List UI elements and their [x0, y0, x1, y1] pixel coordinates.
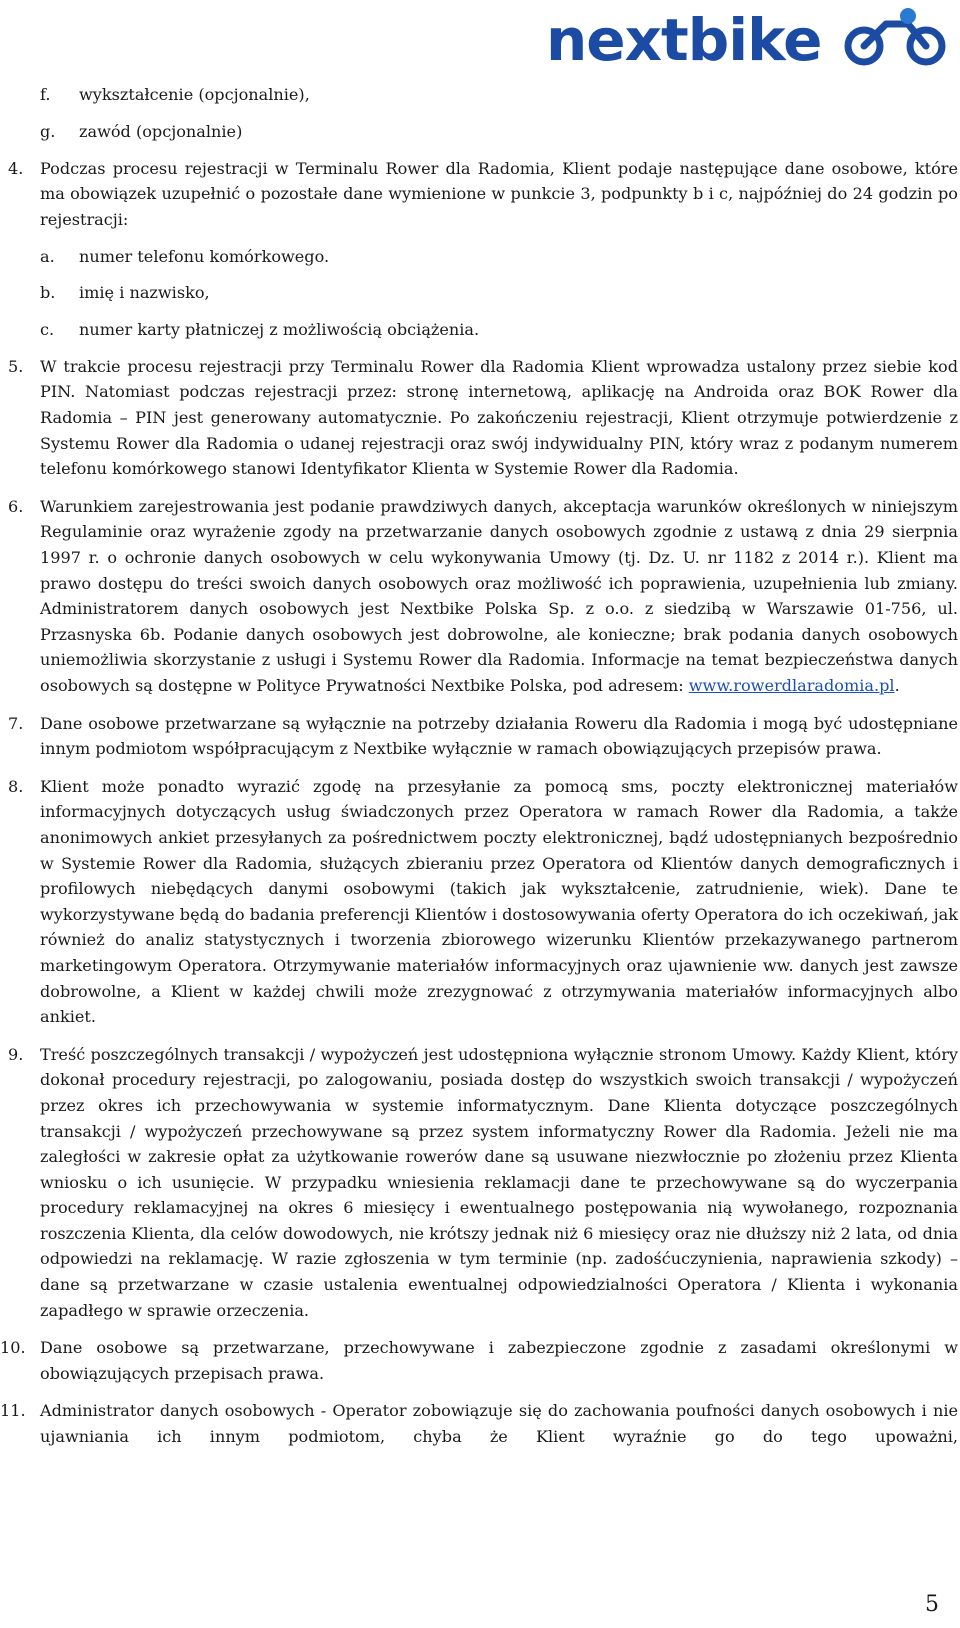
- section-number: 8.: [8, 776, 24, 796]
- section-number: 5.: [8, 356, 24, 376]
- section-number: 7.: [8, 713, 24, 733]
- list-item-text: zawód (opcjonalnie): [79, 121, 243, 141]
- list-item-text: numer telefonu komórkowego.: [79, 246, 330, 266]
- section-text-body: Warunkiem zarejestrowania jest podanie prawdziwych danych, akceptacja warunków określonych w niniejszym Regulaminie oraz wyrażenie zgody na przetwarzanie danych osobowych zgodnie z ustawą z dnia 29 sierpnia 1997 r. o ochronie danych osobowych w celu wykonywania Umowy (tj. Dz. U. nr 1182 z 2014 r.). Klient ma prawo dostępu do treści swoich danych osobowych oraz możliwość ich poprawienia, uzupełnienia lub zmiany. Administratorem danych osobowych jest Nextbike Polska Sp. z o.o. z siedzibą w Warszawie 01-756, ul. Przasnyska 6b. Podanie danych osobowych jest dobrowolne, ale konieczne; brak podania danych osobowych uniemożliwia skorzystanie z usługi i Systemu Rower dla Radomia. Informacje na temat bezpieczeństwa danych osobowych są dostępne w Polityce Prywatności Nextbike Polska, pod adresem:: [40, 496, 958, 695]
- list-marker: b.: [40, 283, 56, 303]
- section-text: [40, 494, 958, 699]
- section-9: [8, 1042, 958, 1324]
- section-text-suffix: .: [894, 676, 900, 695]
- list-marker: f.: [40, 85, 51, 104]
- document-body: [0, 82, 958, 1450]
- bike-icon: [848, 24, 942, 62]
- section-text: Dane osobowe są przetwarzane, przechowywane i zabezpieczone zgodnie z zasadami określonymi w obowiązujących przepisach prawa.: [40, 1338, 958, 1383]
- section-text: Podczas procesu rejestracji w Terminalu Rower dla Radomia, Klient podaje następujące dane osobowe, które ma obowiązek uzupełnić o pozostałe dane wymienione w punkcie 3, podpunkty b i c, najpóźniej do 24 godzin po rejestracji:: [40, 158, 958, 229]
- section-text: Klient może ponadto wyrazić zgodę na przesyłanie za pomocą sms, poczty elektronicznej materiałów informacyjnych dotyczących usług świadczonych przez Operatora w ramach Rower dla Radomia, a także anonimowych ankiet przesyłanych za pośrednictwem poczty elektronicznej, bądź udostępnianych bezpośrednio w Systemie Rower dla Radomia, służących zbieraniu przez Operatora od Klientów danych demograficznych i profilowych niebędących danymi osobowymi (takich jak wykształcenie, zatrudnienie, wiek). Dane te wykorzystywane będą do badania preferencji Klientów i dostosowywania oferty Operatora do ich oczekiwań, jak również do analiz statystycznych i tworzenia zbiorowego wizerunku Klientów przekazywanego partnerom marketingowym Operatora. Otrzymywanie materiałów informacyjnych oraz ujawnienie ww. danych jest zawsze dobrowolne, a Klient w każdej chwili może zrezygnować z otrzymywania materiałów informacyjnych albo ankiet.: [40, 776, 958, 1027]
- section-text: Administrator danych osobowych - Operator zobowiązuje się do zachowania poufności danych osobowych i nie ujawniania ich innym podmiotom, chyba że Klient wyraźnie go do tego upoważni,: [40, 1401, 958, 1447]
- list-marker: c.: [40, 320, 55, 340]
- list-item-text: imię i nazwisko,: [79, 283, 210, 303]
- section-text: W trakcie procesu rejestracji przy Terminalu Rower dla Radomia Klient wprowadza ustalony przez siebie kod PIN. Natomiast podczas rejestracji przez: stronę internetową, aplikację na Androida oraz BOK Rower dla Radomia – PIN jest generowany automatycznie. Po zakończeniu rejestracji, Klient otrzymuje potwierdzenie z Systemu Rower dla Radomia o udanej rejestracji oraz swój indywidualny PIN, który wraz z podanym numerem telefonu komórkowego stanowi Identyfikator Klienta w Systemie Rower dla Radomia.: [40, 356, 958, 479]
- list-item-a: [40, 244, 958, 270]
- list-item-f: [40, 82, 958, 108]
- section-number: 9.: [8, 1044, 24, 1064]
- logo-wordmark: nextbike: [546, 6, 822, 72]
- section-text: Dane osobowe przetwarzane są wyłącznie na potrzeby działania Roweru dla Radomia i mogą być udostępniane innym podmiotom współpracującym z Nextbike wyłącznie w ramach obowiązujących przepisów prawa.: [40, 713, 958, 759]
- website-link[interactable]: www.rowerdlaradomia.pl: [688, 676, 895, 695]
- leaf-dot-icon: [900, 8, 916, 24]
- section-text: Treść poszczególnych transakcji / wypożyczeń jest udostępniona wyłącznie stronom Umowy. Każdy Klient, który dokonał procedury rejestracji, po zalogowaniu, posiada dostęp do wszystkich swoich transakcji / wypożyczeń przez okres ich przechowywania w systemie informatycznym. Dane Klienta dotyczące poszczególnych transakcji / wypożyczeń przechowywane są przez system informatyczny Rower dla Radomia. Jeżeli nie ma zaległości w zakresie opłat za użytkowanie rowerów dane są usuwane niezwłocznie po złożeniu przez Klienta wniosku o ich usunięcie. W przypadku wniesienia reklamacji dane te przechowywane są do wyczerpania procedury reklamacyjnej na okres 6 miesięcy i ewentualnego postępowania nią wywołanego, rozpoznania roszczenia Klienta, dla celów dowodowych, nie krótszy jednak niż 6 miesięcy oraz nie dłuższy niż 2 lata, od dnia odpowiedzi na reklamację. W razie zgłoszenia w tym terminie (np. zadośćuczynienia, naprawienia szkody) – dane są przetwarzane w czasie ustalenia ewentualnej odpowiedzialności Operatora / Klienta i wykonania zapadłego w sprawie orzeczenia.: [40, 1044, 958, 1320]
- section-8: [8, 774, 958, 1030]
- page-number: 5: [925, 1592, 939, 1617]
- section-5: [8, 354, 958, 482]
- list-marker: a.: [40, 246, 55, 266]
- section-11: [0, 1398, 958, 1449]
- section-number: 6.: [8, 496, 24, 516]
- list-item-text: wykształcenie (opcjonalnie),: [79, 85, 310, 104]
- section-7: [8, 711, 958, 762]
- section-4: [8, 156, 958, 233]
- section-number: 10.: [0, 1338, 26, 1358]
- section-6: [8, 494, 958, 699]
- list-marker: g.: [40, 121, 56, 141]
- nextbike-logo: [546, 4, 954, 72]
- section-number: 4.: [8, 158, 24, 178]
- list-item-b: [40, 280, 958, 306]
- list-item-text: numer karty płatniczej z możliwością obciążenia.: [79, 320, 480, 340]
- section-number: 11.: [0, 1401, 26, 1421]
- list-item-c: [40, 317, 958, 343]
- list-item-g: [40, 119, 958, 145]
- section-10: [0, 1335, 958, 1386]
